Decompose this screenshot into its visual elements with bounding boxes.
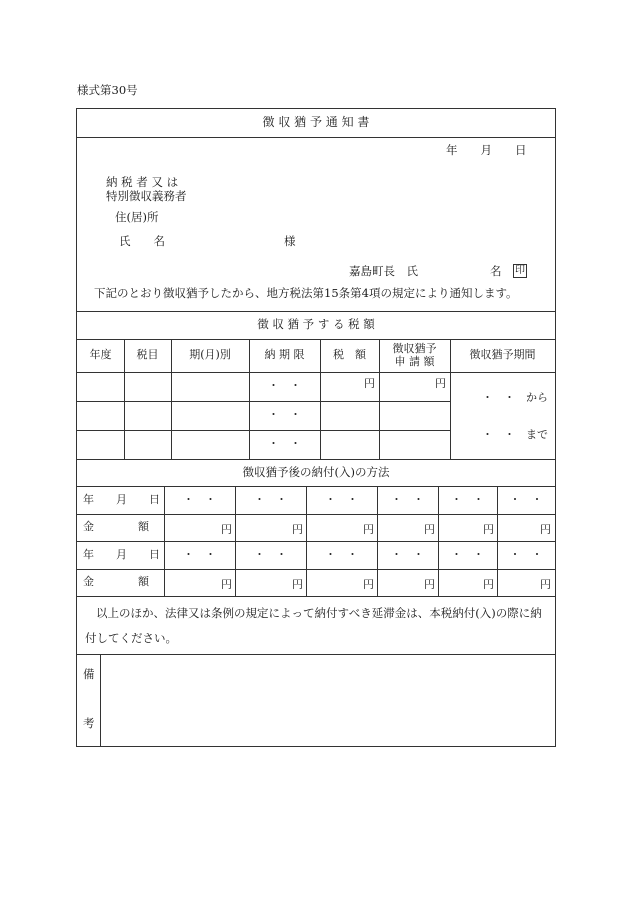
address-label: 住(居)所 [115,210,159,224]
notice-form [76,108,556,747]
form-number: 様式第30号 [77,83,138,97]
yen-unit: 円 [292,578,303,591]
yen-unit: 円 [483,578,494,591]
taxpayer-label: 納 税 者 又 は [106,175,179,189]
special-collector-label: 特別徴収義務者 [106,189,187,203]
tax-amount-unit: 円 [364,377,375,390]
header-tax-amount: 税 額 [333,348,366,362]
seal-mark [513,264,527,278]
intro-text: 下記のとおり徴収猶予したから、地方税法第15条第4項の規定により通知します。 [94,286,518,300]
yen-unit: 円 [221,578,232,591]
payment-date-cell: ・ ・ [325,547,358,561]
remarks-label-2: 考 [83,716,95,730]
header-fiscal-year: 年度 [89,348,112,362]
yen-unit: 円 [540,578,551,591]
payment-date-cell: ・ ・ [325,492,358,506]
issue-date: 年 月 日 [446,143,527,157]
header-tax-item: 税目 [136,348,159,362]
payment-amount-label: 金 額 [83,575,149,588]
header-deadline: 納 期 限 [264,348,305,362]
remarks-field [101,655,555,746]
yen-unit: 円 [424,578,435,591]
request-amount-unit: 円 [435,377,446,390]
payment-date-cell: ・ ・ [391,492,424,506]
payment-section-title: 徴収猶予後の納付(入)の方法 [242,464,390,479]
issuer-name-suffix: 名 [490,264,502,278]
payment-date-cell: ・ ・ [254,492,287,506]
payment-date-cell: ・ ・ [451,492,484,506]
yen-unit: 円 [424,523,435,536]
header-request-amount: 徴収猶予 申 請 額 [392,341,437,368]
deadline-cell: ・ ・ [268,437,301,451]
period-from: ・ ・ から [482,391,548,404]
yen-unit: 円 [363,578,374,591]
tax-section-title: 徴 収 猶 予 す る 税 額 [257,317,375,332]
period-to: ・ ・ まで [482,428,548,441]
name-label: 氏 名 [119,234,165,248]
payment-date-cell: ・ ・ [509,547,543,561]
deadline-cell: ・ ・ [268,379,301,393]
payment-date-cell: ・ ・ [254,547,287,561]
yen-unit: 円 [292,523,303,536]
payment-date-label: 年 月 日 [83,548,160,561]
yen-unit: 円 [483,523,494,536]
payment-date-cell: ・ ・ [509,492,543,506]
payment-date-cell: ・ ・ [183,492,216,506]
header-grace-period: 徴収猶予期間 [469,348,536,362]
deadline-cell: ・ ・ [268,408,301,422]
payment-date-cell: ・ ・ [451,547,484,561]
seal-stamp: 印 [515,265,525,276]
late-fee-note: 以上のほか、法律又は条例の規定によって納付すべき延滞金は、本税納付(入)の際に納付してください。 [85,606,542,645]
yen-unit: 円 [540,523,551,536]
issuer-label: 嘉島町長 氏 [349,264,418,278]
remarks-label-1: 備 [83,667,95,681]
payment-date-cell: ・ ・ [183,547,216,561]
payment-date-cell: ・ ・ [391,547,424,561]
yen-unit: 円 [363,523,374,536]
payment-amount-label: 金 額 [83,520,149,533]
header-period: 期(月)別 [189,348,231,362]
payment-date-label: 年 月 日 [83,493,160,506]
honorific: 様 [284,234,296,248]
form-title: 徴 収 猶 予 通 知 書 [262,115,370,130]
yen-unit: 円 [221,523,232,536]
